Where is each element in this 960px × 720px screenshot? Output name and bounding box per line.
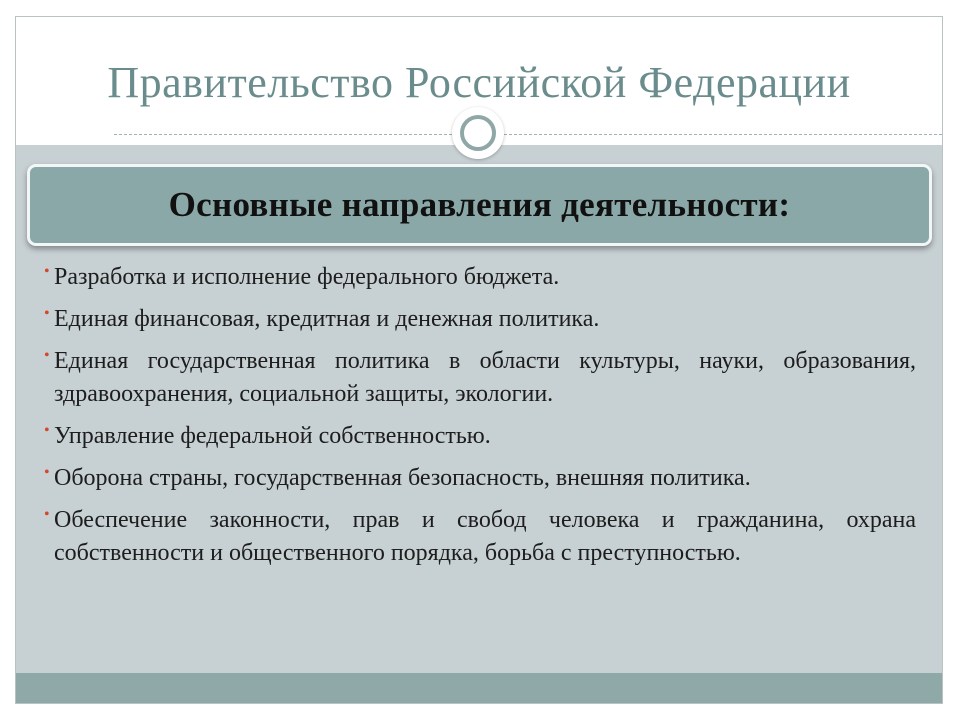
banner-heading: Основные направления деятельности: — [168, 185, 791, 224]
list-item: • Оборона страны, государственная безопасность, внешняя политика. — [44, 462, 916, 495]
list-item: • Единая государственная политика в области культуры, науки, образования, здравоохранения, социальной защиты, экологии. — [44, 345, 916, 411]
list-item: • Обеспечение законности, прав и свобод человека и гражданина, охрана собственности и общественного порядка, борьба с преступностью. — [44, 504, 916, 570]
list-item: • Единая финансовая, кредитная и денежная политика. — [44, 303, 916, 336]
footer-bar — [16, 673, 942, 703]
section-banner — [27, 164, 932, 246]
slide — [15, 16, 943, 704]
list-item: • Разработка и исполнение федерального бюджета. — [44, 261, 916, 294]
bullet-list — [44, 261, 916, 579]
list-item: • Управление федеральной собственностью. — [44, 420, 916, 453]
title-divider — [114, 134, 942, 135]
circle-ring-icon — [452, 107, 504, 159]
slide-title: Правительство Российской Федерации — [107, 58, 851, 107]
